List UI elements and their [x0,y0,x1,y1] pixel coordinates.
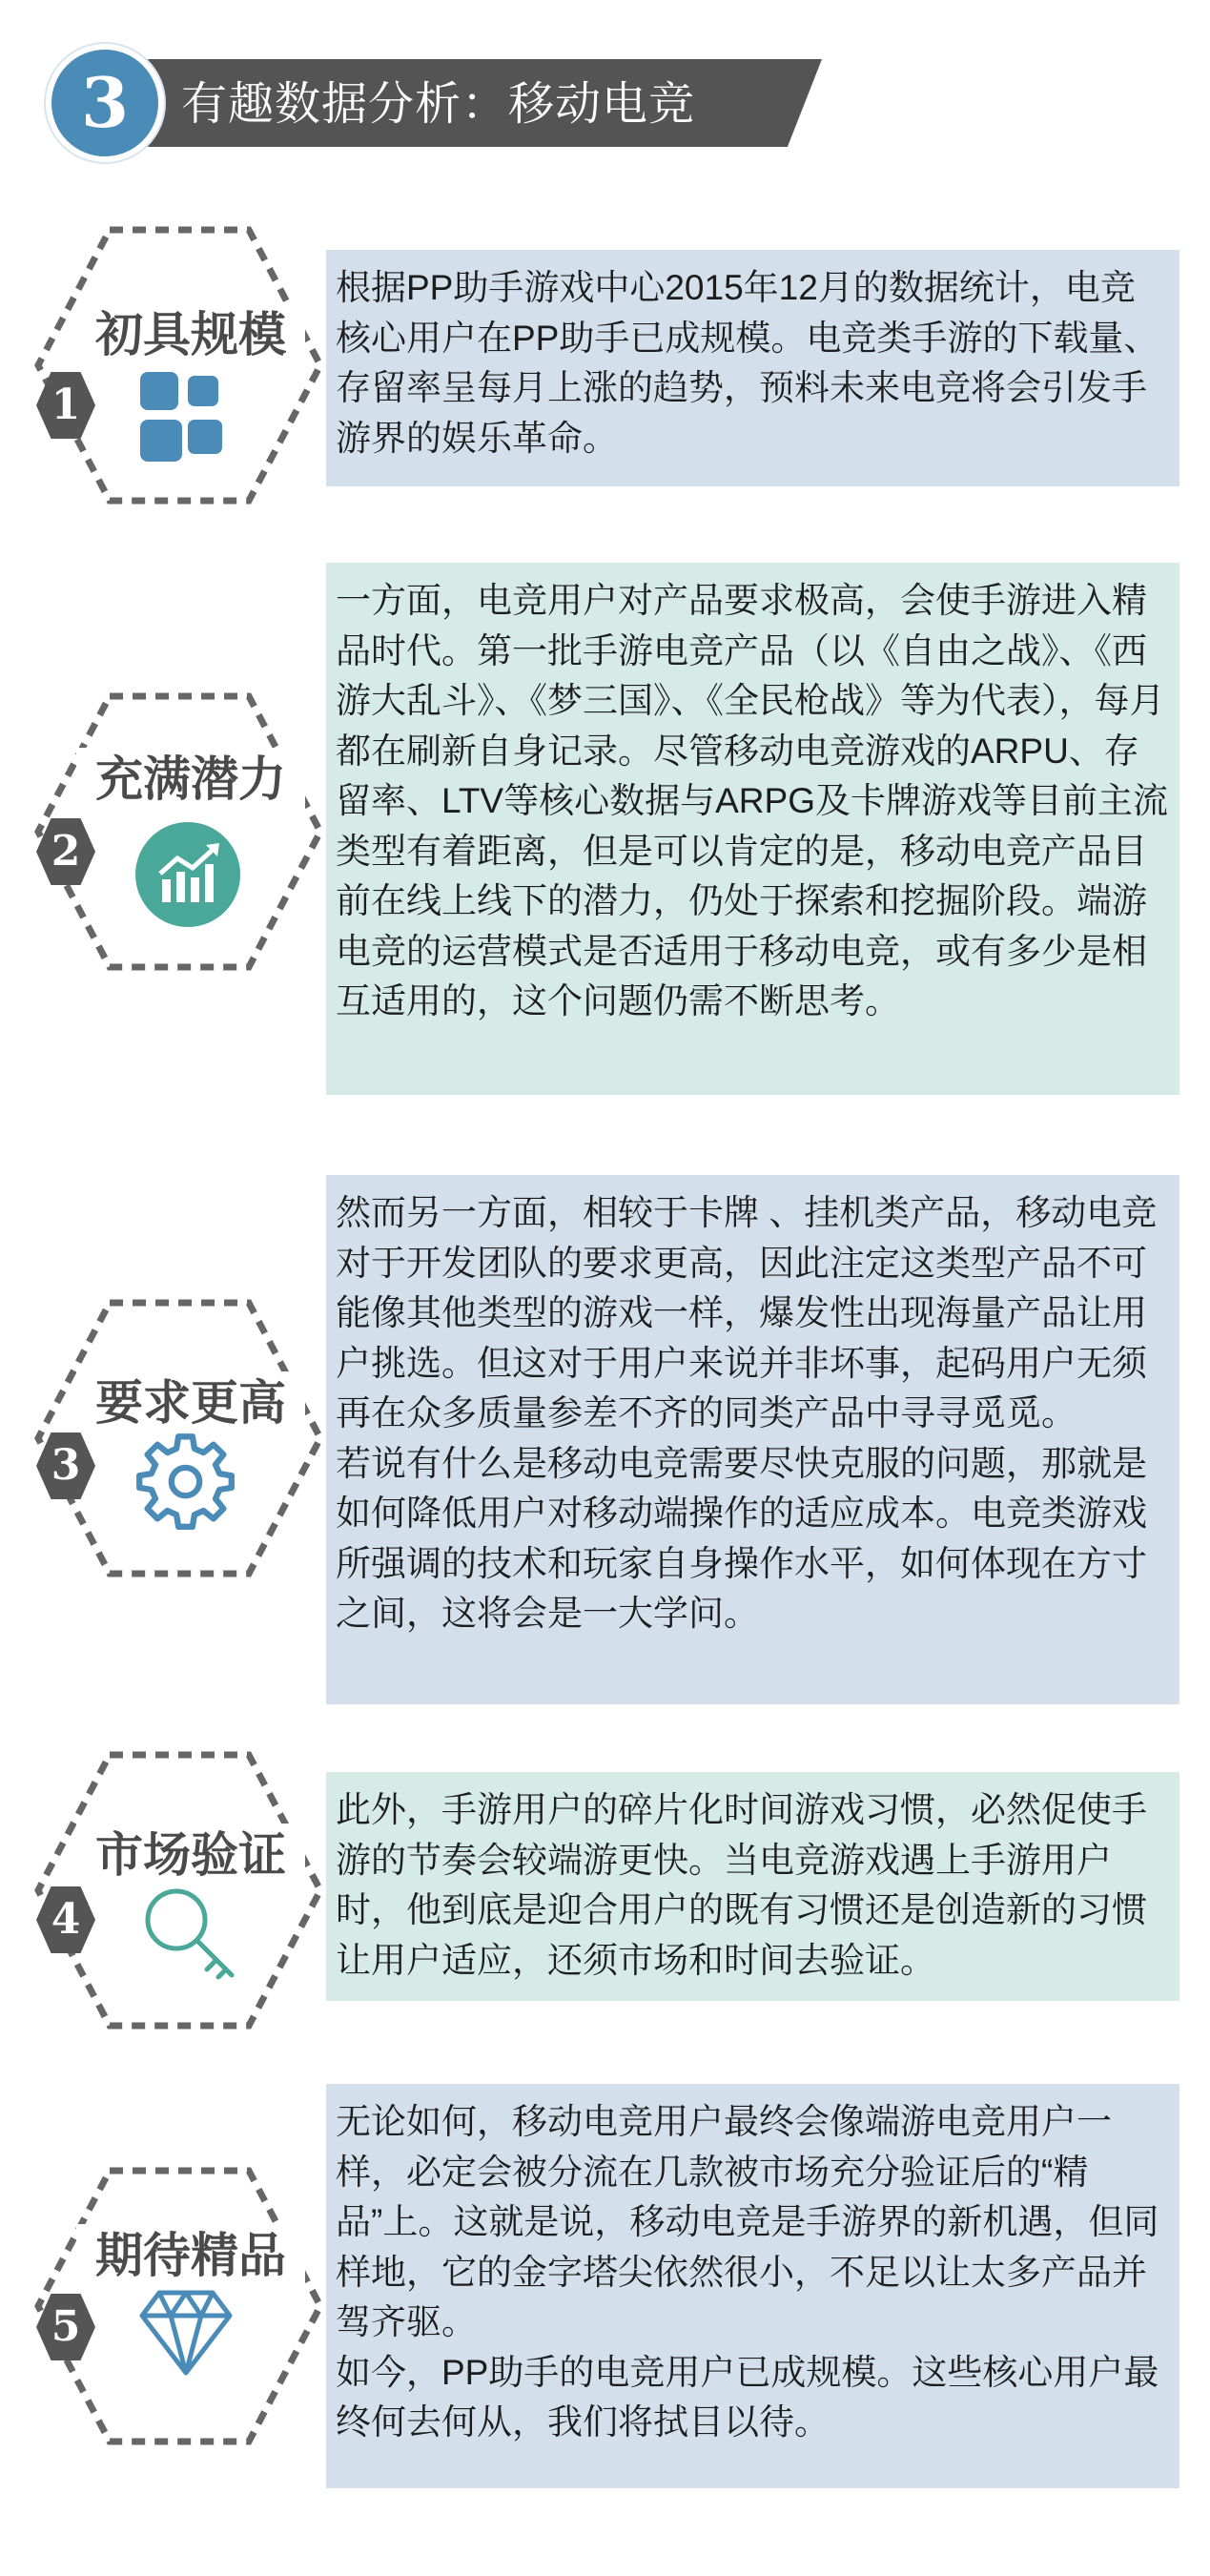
page-title: 有趣数据分析：移动电竞 [181,79,696,130]
section-text-box: 然而另一方面，相较于卡牌 、挂机类产品，移动电竞对于开发团队的要求更高，因此注定这类型产品不可能像其他类型的游戏一样，爆发性出现海量产品让用户挑选。但这对于用户来说并非坏事，起码用户无须再在众多质量参差不齐的同类产品中寻寻觅觅。 若说有什么是移动电竞需要尽快克服的问题，那就是如何降低用户对移动端操作的适应成本。电竞类游戏所强调的技术和玩家自身操作水平，如何体现在方寸之间，这将会是一大学问。 [326,1175,1179,1704]
four-squares-icon [138,370,234,465]
section-text-box: 无论如何，移动电竞用户最终会像端游电竞用户一样，必定会被分流在几款被市场充分验证后的“精品”上。这就是说，移动电竞是手游界的新机遇，但同样地，它的金字塔尖依然很小，不足以让太多产品并驾齐驱。 如今，PP助手的电竞用户已成规模。这些核心用户最终何去何从，我们将拭目以待。 [326,2084,1179,2488]
number-badge: 5 [36,2294,95,2360]
section-label: 市场验证 [76,1824,305,1886]
section-label: 充满潜力 [76,748,305,811]
section-text-box: 一方面，电竞用户对产品要求极高，会使手游进入精品时代。第一批手游电竞产品（以《自由之战》、《西游大乱斗》、《梦三国》、《全民枪战》等为代表），每月都在刷新自身记录。尽管移动电竞游戏的ARPU、存留率、LTV等核心数据与ARPG及卡牌游戏等目前主流类型有着距离，但是可以肯定的是，移动电竞产品目前在线上线下的潜力，仍处于探索和挖掘阶段。端游电竞的运营模式是否适用于移动电竞，或有多少是相互适用的，这个问题仍需不断思考。 [326,563,1179,1095]
section-label: 初具规模 [76,303,305,366]
section-text-box: 根据PP助手游戏中心2015年12月的数据统计，电竞核心用户在PP助手已成规模。电竞类手游的下载量、存留率呈每月上涨的趋势，预料未来电竞将会引发手游界的娱乐革命。 [326,250,1179,486]
number-badge: 3 [36,1432,95,1499]
number-badge: 2 [36,818,95,885]
section-label: 要求更高 [76,1371,305,1434]
magnifier-icon [138,1884,243,1984]
section-text-box: 此外，手游用户的碎片化时间游戏习惯，必然促使手游的节奏会较端游更快。当电竞游戏遇上手游用户时，他到底是迎合用户的既有习惯还是创造新的习惯让用户适应，还须市场和时间去验证。 [326,1772,1179,2001]
section-label: 期待精品 [76,2224,305,2287]
diamond-icon [138,2287,234,2378]
section-number-badge: 3 [46,44,164,162]
number-badge: 4 [36,1886,95,1953]
number-badge: 1 [36,372,95,439]
growth-chart-icon [133,820,243,930]
gear-icon [135,1431,236,1531]
